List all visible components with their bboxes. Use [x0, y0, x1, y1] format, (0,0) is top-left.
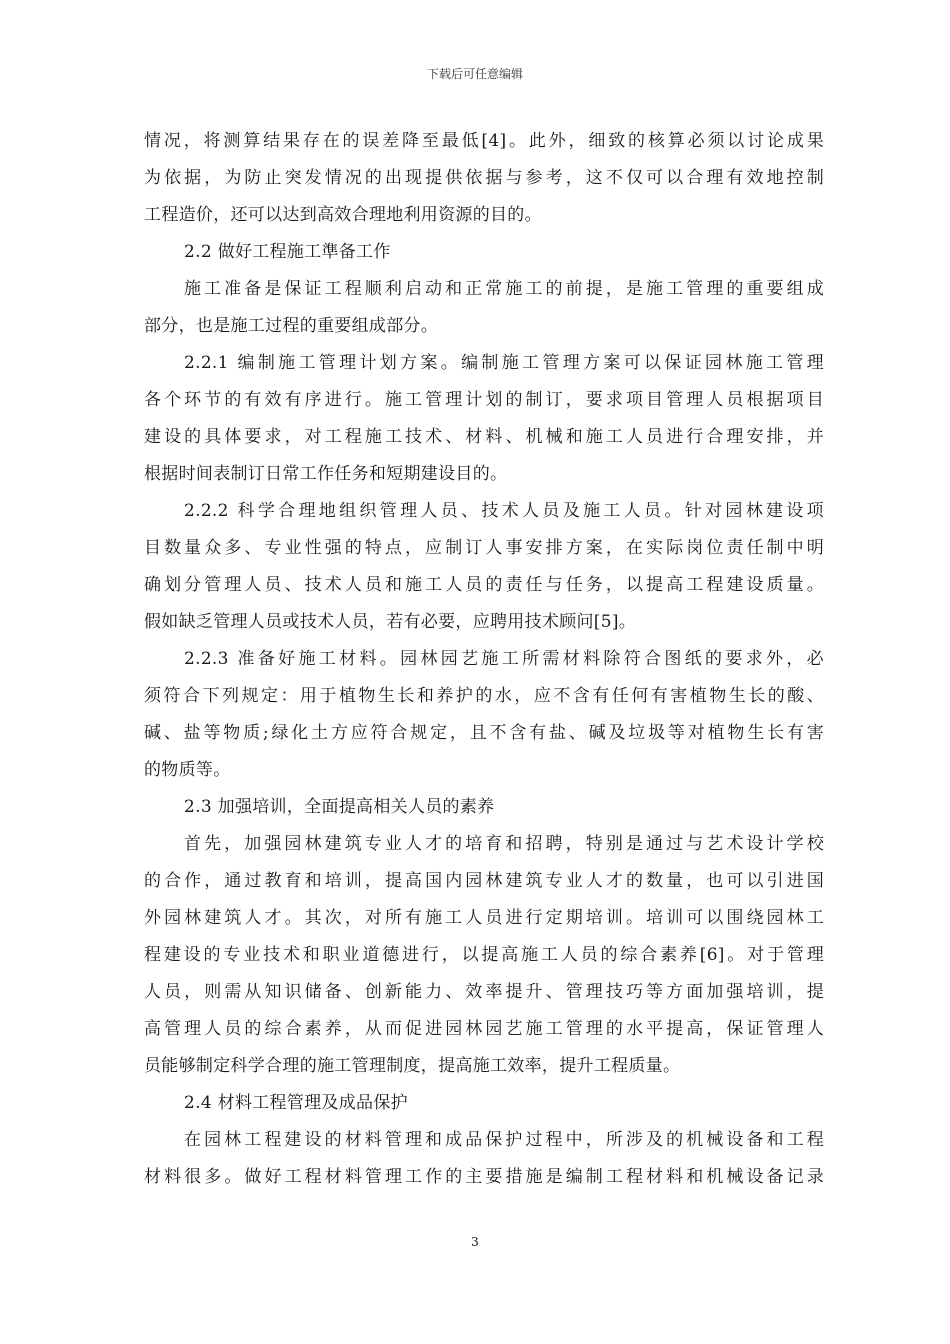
text-line: 2.2.3 准备好施工材料。园林园艺施工所需材料除符合图纸的要求外，必: [184, 649, 824, 669]
text-line: 为依据，为防止突发情况的出现提供依据与参考，这不仅可以合理有效地控制: [144, 168, 824, 188]
text-line: 的物质等。: [144, 760, 231, 780]
text-line: 施工准备是保证工程顺利启动和正常施工的前提，是施工管理的重要组成: [184, 279, 824, 299]
text-line: 在园林工程建设的材料管理和成品保护过程中，所涉及的机械设备和工程: [184, 1130, 824, 1150]
text-line: 情况，将测算结果存在的误差降至最低[4]。此外，细致的核算必须以讨论成果: [144, 131, 824, 151]
text-line: 工程造价，还可以达到高效合理地利用资源的目的。: [144, 205, 542, 225]
text-line: 人员，则需从知识储备、创新能力、效率提升、管理技巧等方面加强培训，提: [144, 982, 824, 1002]
section-heading: 2.3 加强培训，全面提高相关人员的素养: [184, 797, 495, 817]
text-line: 建设的具体要求，对工程施工技术、材料、机械和施工人员进行合理安排，并: [144, 427, 824, 447]
text-line: 高管理人员的综合素养，从而促进园林园艺施工管理的水平提高，保证管理人: [144, 1019, 824, 1039]
text-line: 首先，加强园林建筑专业人才的培育和招聘，特别是通过与艺术设计学校: [184, 834, 824, 854]
page-number: 3: [471, 1235, 479, 1249]
text-line: 程建设的专业技术和职业道德进行，以提高施工人员的综合素养[6]。对于管理: [144, 945, 824, 965]
section-heading: 2.4 材料工程管理及成品保护: [184, 1093, 408, 1113]
text-line: 2.2.2 科学合理地组织管理人员、技术人员及施工人员。针对园林建设项: [184, 501, 824, 521]
text-line: 的合作，通过教育和培训，提高国内园林建筑专业人才的数量，也可以引进国: [144, 871, 824, 891]
text-line: 2.2.1 编制施工管理计划方案。编制施工管理方案可以保证园林施工管理: [184, 353, 824, 373]
text-line: 根据时间表制订日常工作任务和短期建设目的。: [144, 464, 508, 484]
text-line: 各个环节的有效有序进行。施工管理计划的制订，要求项目管理人员根据项目: [144, 390, 824, 410]
text-line: 确划分管理人员、技术人员和施工人员的责任与任务，以提高工程建设质量。: [144, 575, 824, 595]
page-header: 下载后可任意编辑: [426, 67, 523, 81]
text-line: 外园林建筑人才。其次，对所有施工人员进行定期培训。培训可以围绕园林工: [144, 908, 824, 928]
section-heading: 2.2 做好工程施工準备工作: [184, 242, 391, 262]
text-line: 须符合下列规定：用于植物生长和养护的水，应不含有任何有害植物生长的酸、: [144, 686, 824, 706]
text-line: 碱、盐等物质;绿化土方应符合规定，且不含有盐、碱及垃圾等对植物生长有害: [144, 723, 824, 743]
text-line: 员能够制定科学合理的施工管理制度，提高施工效率，提升工程质量。: [144, 1056, 681, 1076]
text-line: 假如缺乏管理人员或技术人员，若有必要，应聘用技术顾问[5]。: [144, 612, 637, 632]
text-line: 目数量众多、专业性强的特点，应制订人事安排方案，在实际岗位责任制中明: [144, 538, 824, 558]
text-line: 材料很多。做好工程材料管理工作的主要措施是编制工程材料和机械设备记录: [144, 1167, 824, 1187]
text-line: 部分，也是施工过程的重要组成部分。: [144, 316, 439, 336]
